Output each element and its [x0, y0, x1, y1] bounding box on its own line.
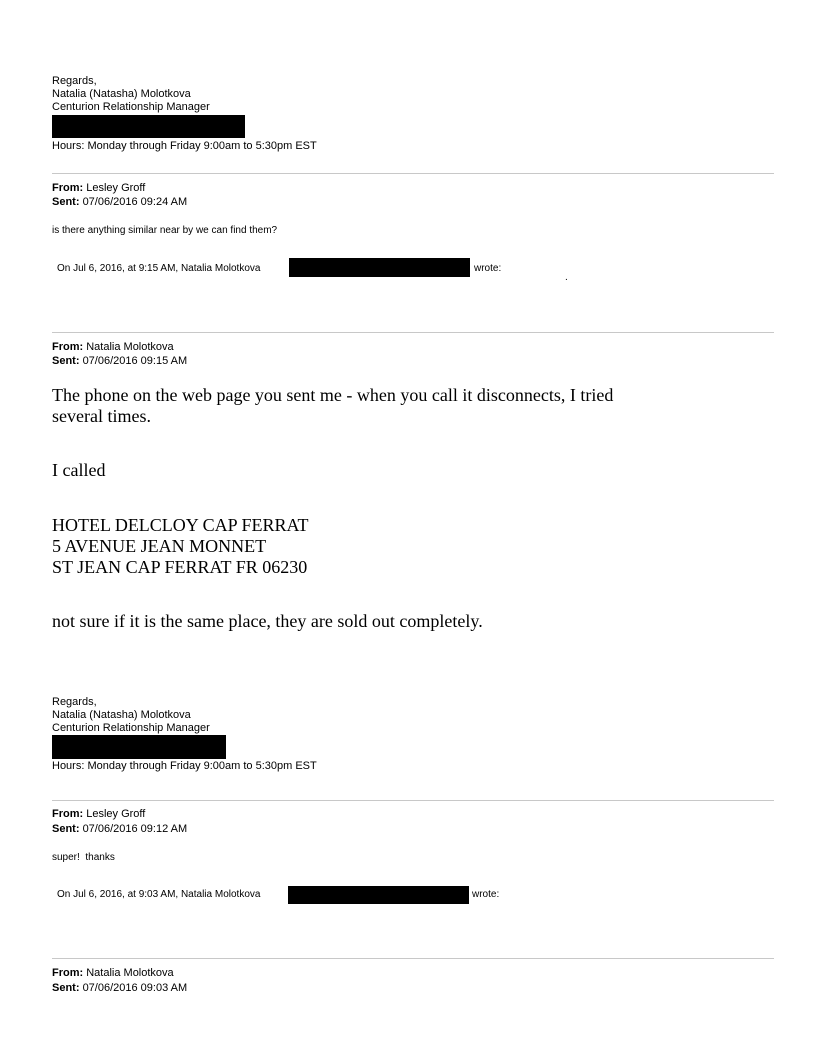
from-sender: Lesley Groff	[86, 182, 146, 194]
sent-label: Sent:	[52, 982, 80, 994]
sent-date: 07/06/2016 09:03 AM	[82, 982, 188, 994]
sent-line	[52, 982, 187, 995]
body-line: not sure if it is the same place, they are sold out completely.	[52, 611, 483, 631]
signature-hours: Hours: Monday through Friday 9:00am to 5:30pm EST	[52, 140, 317, 152]
sent-date: 07/06/2016 09:12 AM	[82, 823, 188, 835]
from-line	[52, 967, 174, 980]
quote-header-prefix: On Jul 6, 2016, at 9:03 AM, Natalia Molotkova	[57, 889, 261, 900]
message-body: is there anything similar near by we can find them?	[52, 225, 278, 236]
quote-header-suffix: wrote:	[472, 889, 500, 900]
redaction-box	[52, 735, 226, 759]
from-line	[52, 341, 174, 354]
signature-title: Centurion Relationship Manager	[52, 101, 210, 113]
signature-regards: Regards,	[52, 696, 97, 708]
signature-regards: Regards,	[52, 75, 97, 87]
message-divider	[52, 958, 774, 959]
sent-line	[52, 196, 187, 209]
sent-date: 07/06/2016 09:15 AM	[82, 355, 188, 367]
stray-mark: .	[565, 272, 568, 283]
address-line: HOTEL DELCLOY CAP FERRAT	[52, 515, 309, 535]
message-body: super! thanks	[52, 852, 115, 863]
signature-name: Natalia (Natasha) Molotkova	[52, 88, 191, 100]
message-divider	[52, 800, 774, 801]
sent-line	[52, 355, 187, 368]
from-label: From:	[52, 341, 84, 353]
signature-name: Natalia (Natasha) Molotkova	[52, 709, 191, 721]
sent-line	[52, 823, 187, 836]
from-line	[52, 182, 145, 195]
from-label: From:	[52, 182, 84, 194]
signature-title: Centurion Relationship Manager	[52, 722, 210, 734]
sent-date: 07/06/2016 09:24 AM	[82, 196, 188, 208]
message-divider	[52, 332, 774, 333]
message-divider	[52, 173, 774, 174]
sent-label: Sent:	[52, 823, 80, 835]
from-sender: Natalia Molotkova	[86, 341, 174, 353]
from-label: From:	[52, 808, 84, 820]
body-line: The phone on the web page you sent me - when you call it disconnects, I tried	[52, 385, 614, 405]
quote-header-prefix: On Jul 6, 2016, at 9:15 AM, Natalia Molotkova	[57, 263, 261, 274]
from-sender: Natalia Molotkova	[86, 967, 174, 979]
sent-label: Sent:	[52, 196, 80, 208]
from-sender: Lesley Groff	[86, 808, 146, 820]
redaction-box	[289, 258, 470, 277]
signature-hours: Hours: Monday through Friday 9:00am to 5:30pm EST	[52, 760, 317, 772]
body-line: I called	[52, 460, 106, 480]
redaction-box	[288, 886, 469, 904]
from-line	[52, 808, 145, 821]
address-line: ST JEAN CAP FERRAT FR 06230	[52, 557, 308, 577]
redaction-box	[52, 115, 245, 138]
from-label: From:	[52, 967, 84, 979]
quote-header-suffix: wrote:	[474, 263, 502, 274]
body-line: several times.	[52, 406, 151, 426]
address-line: 5 AVENUE JEAN MONNET	[52, 536, 267, 556]
sent-label: Sent:	[52, 355, 80, 367]
